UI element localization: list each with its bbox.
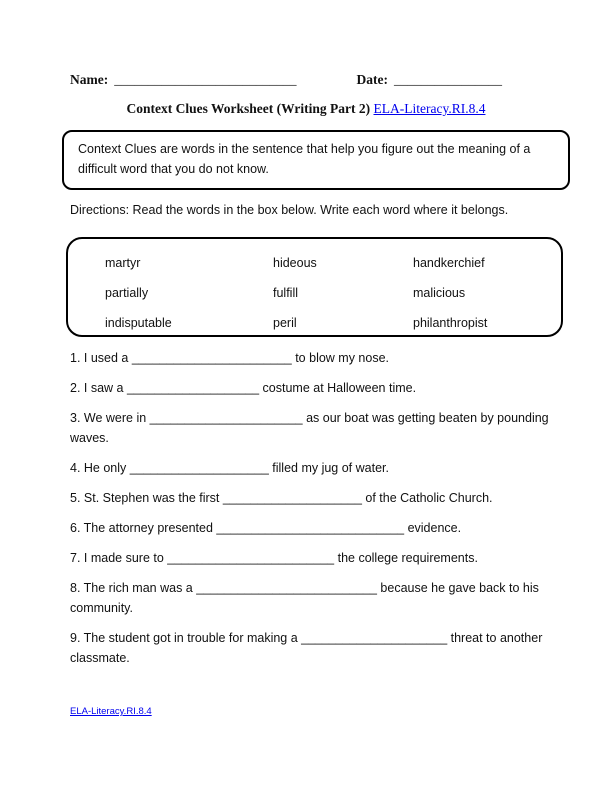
question-item: 6. The attorney presented ___________________________ evidence. bbox=[70, 521, 462, 535]
question-item: 2. I saw a ___________________ costume at Halloween time. bbox=[70, 381, 417, 395]
definition-text: Context Clues are words in the sentence that help you figure out the meaning of a difficult word that you do not know. bbox=[78, 142, 531, 176]
word-bank-word: indisputable bbox=[105, 316, 172, 330]
word-bank-word: peril bbox=[273, 316, 297, 330]
word-bank-word: fulfill bbox=[273, 286, 299, 300]
question-item: 1. I used a _______________________ to blow my nose. bbox=[70, 351, 390, 365]
date-field bbox=[357, 72, 502, 88]
word-bank-box bbox=[66, 237, 563, 337]
word-bank-word: handkerchief bbox=[413, 256, 485, 270]
word-bank-word: malicious bbox=[413, 286, 466, 300]
date-label: Date: bbox=[356, 72, 388, 87]
definition-box bbox=[62, 130, 570, 190]
worksheet-title: Context Clues Worksheet (Writing Part 2) bbox=[126, 101, 371, 116]
question-item: 4. He only ____________________ filled my jug of water. bbox=[70, 461, 389, 475]
standard-link-footer[interactable]: ELA-Literacy.RI.8.4 bbox=[70, 706, 152, 717]
date-blank-line: ________________ bbox=[394, 72, 502, 87]
word-bank-word: philanthropist bbox=[413, 316, 488, 330]
questions-list bbox=[70, 348, 552, 678]
word-bank-word: hideous bbox=[273, 256, 317, 270]
question-item: 3. We were in ______________________ as our boat was getting beaten by pounding waves. bbox=[70, 411, 549, 445]
directions-line: Directions: Read the words in the box below. Write each word where it belongs. bbox=[70, 203, 509, 217]
page-title bbox=[0, 101, 612, 117]
word-bank-word: martyr bbox=[105, 256, 141, 270]
header-row bbox=[70, 72, 502, 88]
name-label: Name: bbox=[70, 72, 109, 87]
name-blank-line: ___________________________ bbox=[114, 72, 297, 87]
question-item: 7. I made sure to ________________________ the college requirements. bbox=[70, 551, 478, 565]
word-bank-word: partially bbox=[105, 286, 149, 300]
question-item: 8. The rich man was a __________________________ because he gave back to his community. bbox=[70, 581, 539, 615]
question-item: 5. St. Stephen was the first ____________________ of the Catholic Church. bbox=[70, 491, 493, 505]
question-item: 9. The student got in trouble for making a _____________________ threat to another classmate. bbox=[70, 631, 543, 665]
name-field bbox=[70, 72, 296, 88]
standard-link-top[interactable]: ELA-Literacy.RI.8.4 bbox=[373, 101, 486, 116]
